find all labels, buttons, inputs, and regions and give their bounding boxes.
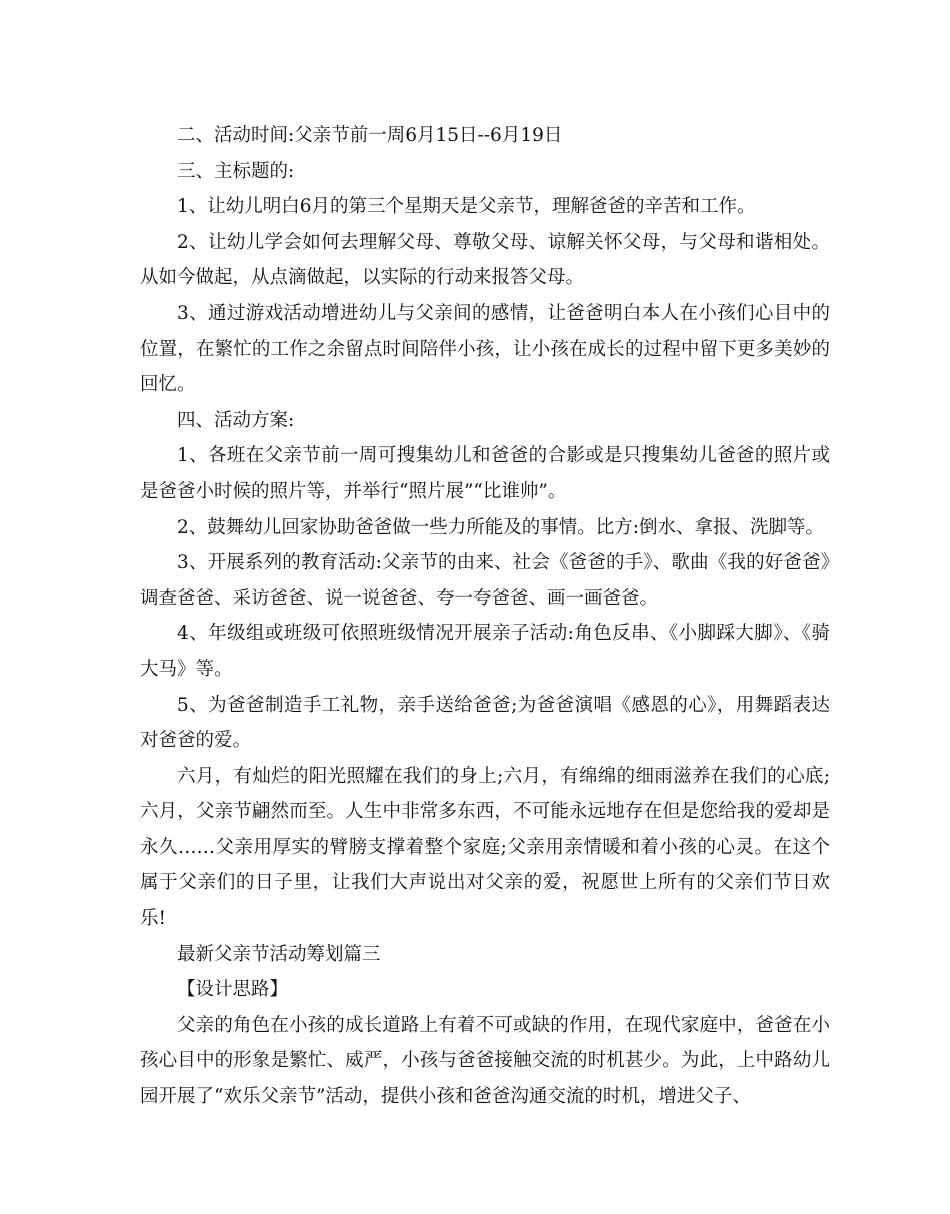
paragraph-plan-2: 2、鼓舞幼儿回家协助爸爸做一些力所能及的事情。比方:倒水、拿报、洗脚等。	[177, 516, 825, 538]
paragraph-objective-3: 3、通过游戏活动增进幼儿与父亲间的感情，让爸爸明白本人在小孩们心目中的位置，在繁忙的工作之余留点时间陪伴小孩，让小孩在成长的过程中留下更多美妙的回忆。	[140, 302, 830, 396]
heading-objectives: 三、主标题的:	[177, 160, 295, 182]
paragraph-design-rationale: 父亲的角色在小孩的成长道路上有着不可或缺的作用，在现代家庭中，爸爸在小孩心目中的形象是繁忙、威严，小孩与爸爸接触交流的时机甚少。为此，上中路幼儿园开展了“欢乐父亲节”活动，提供小孩和爸爸沟通交流的时机，增进父子、	[140, 1014, 830, 1108]
paragraph-june-essay: 六月，有灿烂的阳光照耀在我们的身上;六月，有绵绵的细雨滋养在我们的心底;六月，父亲节翩然而至。人生中非常多东西，不可能永远地存在但是您给我的爱却是永久……父亲用厚实的臂膀支撑着整个家庭;父亲用亲情暖和着小孩的心灵。在这个属于父亲们的日子里，让我们大声说出对父亲的爱，祝愿世上所有的父亲们节日欢乐!	[140, 765, 830, 930]
section-title-part-three: 最新父亲节活动筹划篇三	[177, 943, 381, 965]
paragraph-plan-3: 3、开展系列的教育活动:父亲节的由来、社会《爸爸的手》、歌曲《我的好爸爸》调查爸爸、采访爸爸、说一说爸爸、夸一夸爸爸、画一画爸爸。	[140, 552, 830, 609]
paragraph-plan-4: 4、年级组或班级可依照班级情况开展亲子活动:角色反串、《小脚踩大脚》、《骑大马》等。	[140, 623, 830, 680]
heading-activity-plan: 四、活动方案:	[177, 409, 295, 431]
heading-design-rationale: 【设计思路】	[177, 979, 289, 1001]
paragraph-plan-5: 5、为爸爸制造手工礼物，亲手送给爸爸;为爸爸演唱《感恩的心》，用舞蹈表达对爸爸的爱。	[140, 694, 830, 752]
document-body	[140, 118, 830, 1115]
paragraph-objective-2: 2、让幼儿学会如何去理解父母、尊敬父母、谅解关怀父母，与父母和谐相处。从如今做起，从点滴做起，以实际的行动来报答父母。	[140, 231, 830, 289]
paragraph-activity-time: 二、活动时间:父亲节前一周6月15日--6月19日	[177, 125, 563, 146]
paragraph-objective-1: 1、让幼儿明白6月的第三个星期天是父亲节，理解爸爸的辛苦和工作。	[177, 196, 756, 218]
paragraph-plan-1: 1、各班在父亲节前一周可搜集幼儿和爸爸的合影或是只搜集幼儿爸爸的照片或是爸爸小时候的照片等，并举行“照片展”“比谁帅”。	[140, 445, 830, 502]
